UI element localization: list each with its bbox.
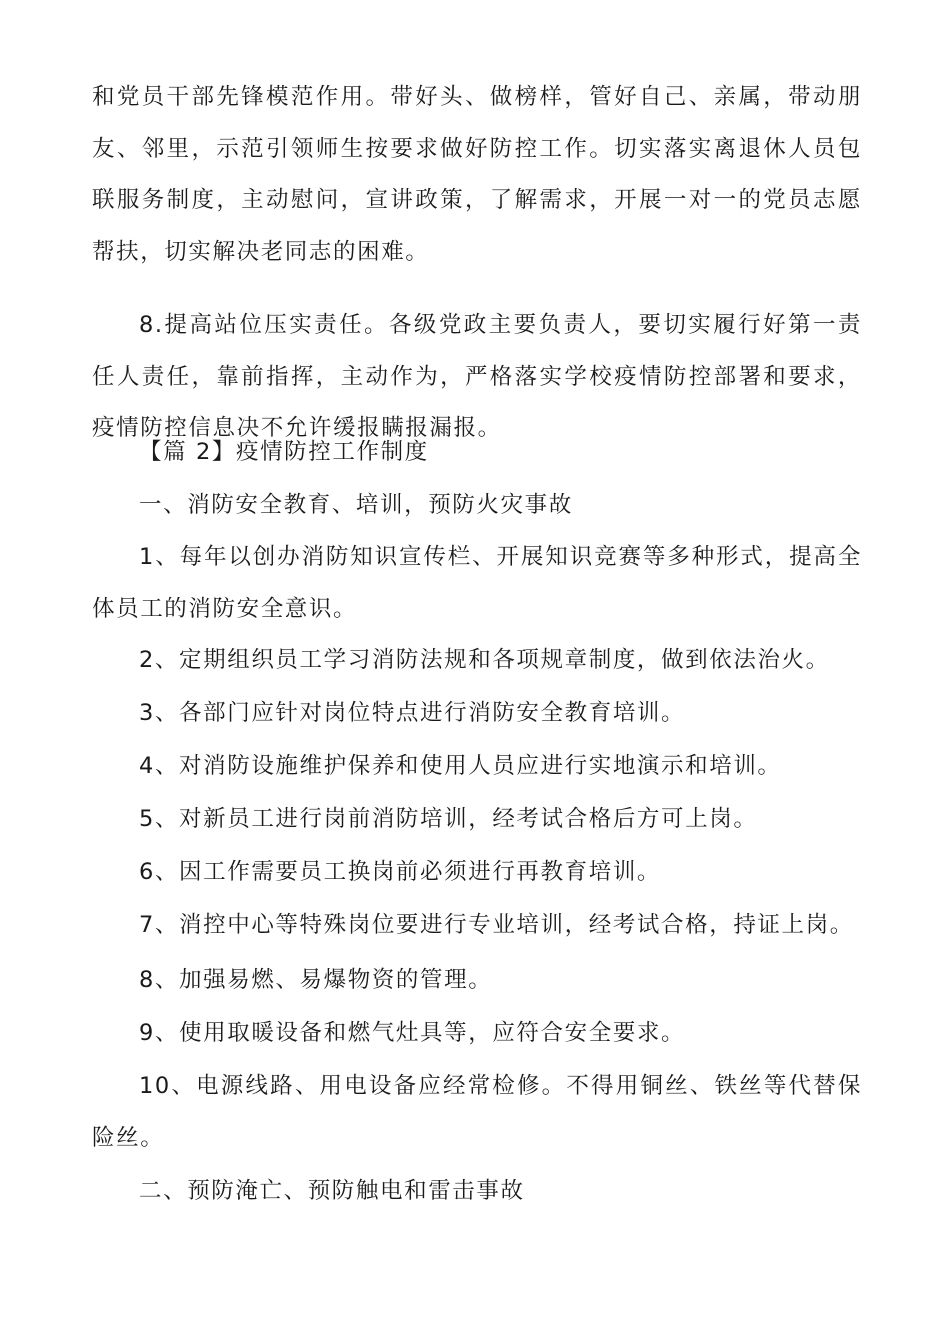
list-item-10: 10、电源线路、用电设备应经常检修。不得用铜丝、铁丝等代替保险丝。 [92, 1073, 862, 1151]
list-item-8: 8、加强易燃、易爆物资的管理。 [139, 967, 493, 993]
list-item-6: 6、因工作需要员工换岗前必须进行再教育培训。 [139, 859, 662, 885]
list-item-5: 5、对新员工进行岗前消防培训，经考试合格后方可上岗。 [139, 806, 758, 832]
section-heading-part-2: 【篇 2】疫情防控工作制度 [139, 439, 429, 465]
paragraph-party-members-role: 和党员干部先锋模范作用。带好头、做榜样，管好自己、亲属，带动朋友、邻里，示范引领师生按要求做好防控工作。切实落实离退休人员包联服务制度，主动慰问，宣讲政策，了解需求，开展一对一的党员志愿帮扶，切实解决老同志的困难。 [92, 84, 862, 265]
list-item-2: 2、定期组织员工学习消防法规和各项规章制度，做到依法治火。 [139, 647, 830, 673]
section-heading-fire-safety: 一、消防安全教育、培训，预防火灾事故 [139, 492, 573, 518]
section-heading-drowning-electric: 二、预防淹亡、预防触电和雷击事故 [139, 1178, 525, 1204]
list-item-3: 3、各部门应针对岗位特点进行消防安全教育培训。 [139, 700, 686, 726]
list-item-9: 9、使用取暖设备和燃气灶具等，应符合安全要求。 [139, 1020, 686, 1046]
list-item-7: 7、消控中心等特殊岗位要进行专业培训，经考试合格，持证上岗。 [139, 912, 854, 938]
list-item-4: 4、对消防设施维护保养和使用人员应进行实地演示和培训。 [139, 753, 782, 779]
paragraph-item-8-responsibility: 8.提高站位压实责任。各级党政主要负责人，要切实履行好第一责任人责任，靠前指挥，主动作为，严格落实学校疫情防控部署和要求，疫情防控信息决不允许缓报瞒报漏报。 [92, 312, 862, 441]
list-item-1: 1、每年以创办消防知识宣传栏、开展知识竞赛等多种形式，提高全体员工的消防安全意识。 [92, 544, 862, 622]
